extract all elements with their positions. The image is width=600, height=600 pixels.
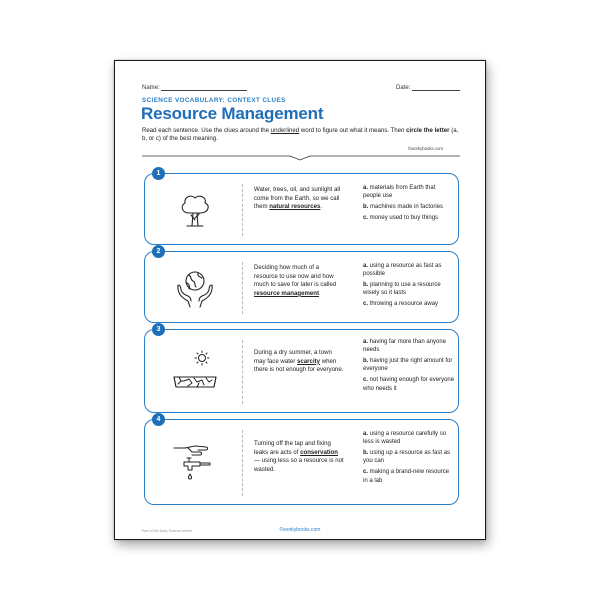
question-number-badge: 1 bbox=[152, 167, 165, 180]
footer-series-text: Part of the Daily Science series bbox=[142, 529, 192, 533]
option-letter: c. bbox=[363, 377, 369, 384]
option-letter: a. bbox=[363, 185, 369, 191]
vocabulary-term: natural resources bbox=[269, 203, 321, 211]
option-a[interactable] bbox=[363, 262, 455, 279]
question-number-badge: 3 bbox=[152, 323, 165, 336]
answer-options bbox=[363, 430, 455, 488]
copyright-text: ©workybooks.com bbox=[407, 146, 443, 151]
answer-options bbox=[363, 262, 455, 311]
header-divider bbox=[142, 153, 460, 161]
question-sentence bbox=[254, 264, 344, 298]
instructions-text-2: word to figure out what it means. Then bbox=[299, 127, 407, 134]
date-line bbox=[412, 90, 460, 91]
option-text: throwing a resource away bbox=[368, 301, 439, 308]
card-separator bbox=[242, 430, 243, 496]
option-a[interactable] bbox=[363, 430, 455, 447]
question-card-2 bbox=[144, 248, 459, 323]
dry-cracked-ground-icon bbox=[153, 338, 237, 406]
footer-site-link[interactable]: ©workybooks.com bbox=[279, 527, 321, 533]
option-c[interactable] bbox=[363, 300, 455, 308]
option-text: making a brand-new resource in a lab bbox=[363, 469, 450, 484]
question-card-3 bbox=[144, 326, 459, 413]
option-text: materials from Earth that people use bbox=[363, 185, 436, 200]
worksheet-subtitle: SCIENCE VOCABULARY: CONTEXT CLUES bbox=[142, 97, 286, 104]
option-letter: b. bbox=[363, 204, 369, 211]
page-title: Resource Management bbox=[141, 104, 324, 123]
vocabulary-term: resource management bbox=[254, 289, 320, 297]
name-line bbox=[161, 90, 247, 91]
name-label: Name: bbox=[142, 85, 160, 91]
tree-icon bbox=[153, 180, 237, 240]
card-separator bbox=[242, 184, 243, 236]
option-text: having just the right amount for everyone bbox=[363, 358, 453, 373]
sentence-text: . bbox=[319, 289, 321, 297]
option-b[interactable] bbox=[363, 357, 455, 374]
option-text: not having enough for everyone who needs it bbox=[363, 377, 455, 392]
option-c[interactable] bbox=[363, 376, 455, 393]
question-sentence bbox=[254, 440, 344, 474]
option-c[interactable] bbox=[363, 468, 455, 485]
option-letter: b. bbox=[363, 282, 369, 289]
option-letter: a. bbox=[363, 339, 369, 345]
option-letter: b. bbox=[363, 450, 369, 457]
instructions-bold-phrase: circle the letter bbox=[406, 127, 450, 134]
option-letter: c. bbox=[363, 301, 369, 308]
option-a[interactable] bbox=[363, 184, 455, 201]
option-letter: b. bbox=[363, 358, 369, 365]
option-b[interactable] bbox=[363, 203, 455, 211]
option-text: using a resource as fast as possible bbox=[363, 263, 442, 278]
option-a[interactable] bbox=[363, 338, 455, 355]
option-letter: c. bbox=[363, 215, 369, 222]
name-field[interactable] bbox=[142, 85, 247, 91]
sentence-text: Turning off the tap and fixing leaks are acts of bbox=[254, 440, 331, 456]
worksheet-page bbox=[114, 60, 486, 540]
sentence-text: when there is not enough for everyone. bbox=[254, 357, 344, 374]
option-text: machines made in factories bbox=[368, 204, 444, 211]
instructions-text-3: (a, b, or c) of the best meaning. bbox=[142, 127, 459, 143]
question-number-badge: 4 bbox=[152, 413, 165, 426]
option-text: using a resource carefully so less is wasted bbox=[363, 431, 447, 446]
option-letter: a. bbox=[363, 263, 369, 269]
instructions-underlined-word: underlined bbox=[270, 127, 300, 134]
date-field[interactable] bbox=[396, 85, 460, 91]
question-sentence bbox=[254, 349, 344, 375]
vocabulary-term: scarcity bbox=[297, 357, 321, 365]
option-c[interactable] bbox=[363, 214, 455, 222]
sentence-text: . bbox=[320, 203, 323, 211]
card-separator bbox=[242, 262, 243, 314]
card-separator bbox=[242, 340, 243, 404]
question-number-badge: 2 bbox=[152, 245, 165, 258]
sentence-text: Water, trees, oil, and sunlight all come from the Earth, so we call them bbox=[254, 186, 341, 211]
sentence-text: — using less so a resource is not wasted. bbox=[254, 457, 344, 473]
option-text: having far more than anyone needs bbox=[363, 339, 447, 354]
option-text: planning to use a resource wisely so it lasts bbox=[363, 282, 441, 297]
option-letter: c. bbox=[363, 469, 369, 476]
option-text: using up a resource as fast as you can bbox=[363, 450, 451, 465]
vocabulary-term: conservation bbox=[300, 448, 339, 456]
question-sentence bbox=[254, 186, 344, 212]
instructions-text-1: Read each sentence. Use the clues around the bbox=[142, 127, 271, 134]
option-letter: a. bbox=[363, 431, 369, 437]
sentence-text: Deciding how much of a resource to use now and how much to save for later is called bbox=[254, 264, 337, 289]
sentence-text: During a dry summer, a town may face water bbox=[254, 349, 332, 365]
date-label: Date: bbox=[395, 85, 411, 91]
option-b[interactable] bbox=[363, 449, 455, 466]
question-card-4 bbox=[144, 416, 459, 505]
question-card-1 bbox=[144, 170, 459, 245]
answer-options bbox=[363, 338, 455, 396]
instructions bbox=[142, 127, 464, 144]
option-b[interactable] bbox=[363, 281, 455, 298]
globe-in-hands-icon bbox=[153, 258, 237, 318]
answer-options bbox=[363, 184, 455, 225]
option-text: money used to buy things bbox=[368, 215, 439, 222]
faucet-hand-icon bbox=[153, 428, 237, 498]
